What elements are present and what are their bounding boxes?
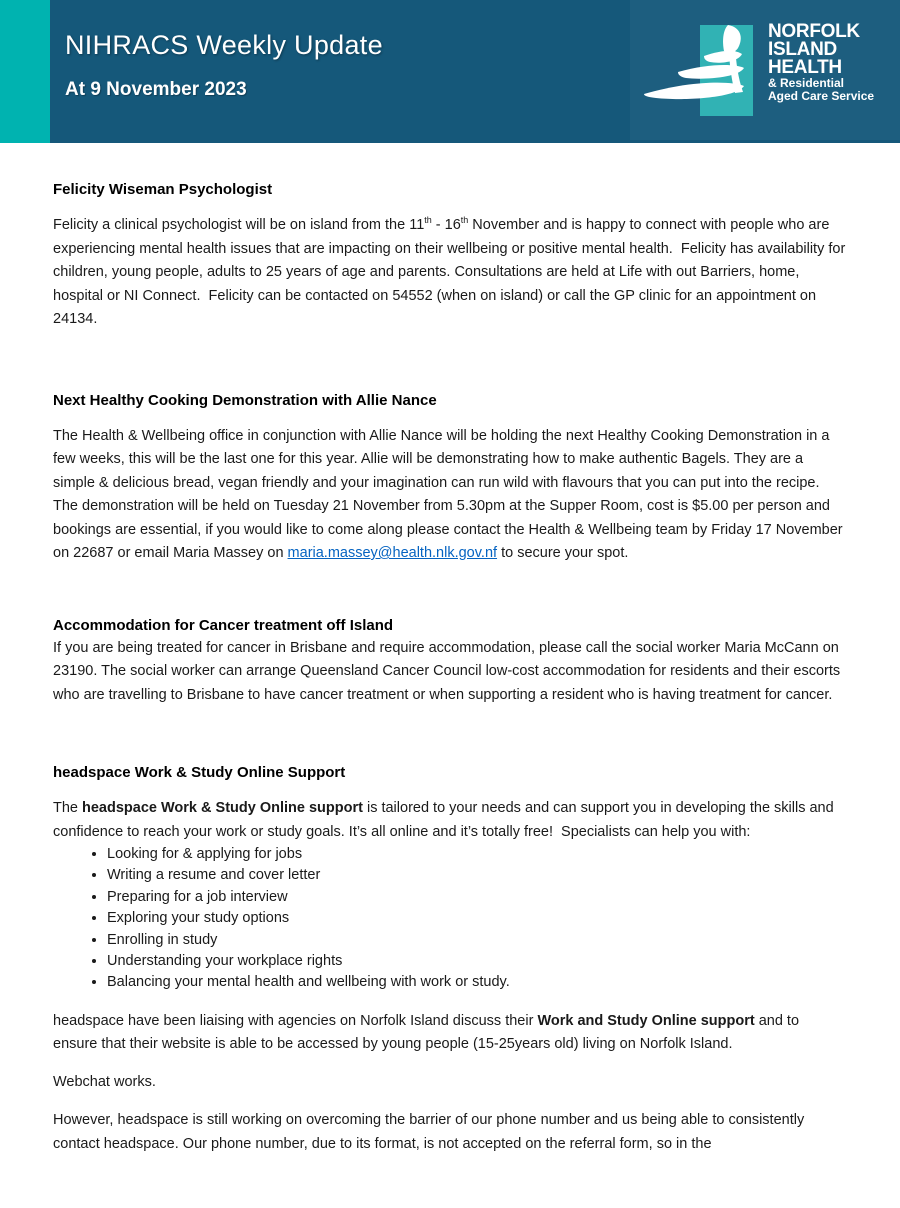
text-run: - 16: [431, 217, 461, 233]
ordinal-superscript: th: [424, 215, 432, 226]
text-run: The Health & Wellbeing office in conjunction with Allie Nance will be holding the next Healthy Cooking Demonstration in a few weeks, this will be the last one for this year. Allie will be demonstrating how to make authentic Bagels. They are a simple & delicious bread, vegan friendly and your imagination can run wild with flavours that you can put into the recipe. The demonstration will be held on Tuesday 21 November from 5.30pm at the Supper Room, cost is $5.00 per person and bookings are essential, if you would like to come along please contact the Health & Wellbeing team by Friday 17 November on 22687 or email Maria Massey on: [53, 427, 843, 561]
text-run: Work and Study Online support: [537, 1012, 755, 1029]
paragraph: [53, 1109, 847, 1156]
header-text-block: [65, 30, 383, 101]
paragraph: [53, 425, 847, 566]
text-run: and to ensure that their website is able to be accessed by young people (15-25years old) living on Norfolk Island.: [53, 1012, 800, 1053]
logo-line-aged-care: Aged Care Service: [768, 89, 875, 103]
newsletter-body: [0, 143, 900, 1156]
logo-wordmark: [768, 23, 874, 103]
list-item: • Exploring your study options: [107, 908, 847, 929]
email-link[interactable]: maria.massey@health.nlk.gov.nf: [287, 545, 498, 561]
text-run: is tailored to your needs and can support you in developing the skills and confidence to reach your work or study goals. It’s all online and it’s totally free! Specialists can help you with:: [53, 800, 834, 840]
ordinal-superscript: th: [460, 215, 469, 226]
text-run: November and is happy to connect with people who are experiencing mental health issues that are impacting on their wellbeing or positive mental health. Felicity has availability for children, young people, adults to 25 years of age and parents. Consultations are held at Life with out Barriers, home, hospital or NI Connect. Felicity can be contacted on 54552 (when on island) or call the GP clinic for an appointment on 24134.: [53, 217, 846, 327]
section-cooking-demonstration: [53, 389, 847, 566]
section-heading: Accommodation for Cancer treatment off Island: [53, 616, 394, 634]
logo-line-health: HEALTH: [768, 57, 842, 78]
paragraph: [53, 1071, 847, 1095]
text-run: If you are being treated for cancer in Brisbane and require accommodation, please call the social worker Maria McCann on 23190. The social worker can arrange Queensland Cancer Council low-cost accommodation for residents and their escorts who are travelling to Brisbane to have cancer treatment or when supporting a resident who is having treatment for cancer.: [53, 639, 841, 703]
norfolk-island-health-logo: [630, 0, 900, 140]
list-item: • Writing a resume and cover letter: [107, 865, 847, 886]
text-run: headspace Work & Study Online support: [82, 800, 363, 816]
text-run: to secure your spot.: [497, 545, 629, 561]
paragraph: [53, 797, 847, 844]
newsletter-header: [0, 0, 900, 143]
logo-line-norfolk: NORFOLK: [768, 21, 860, 42]
section-heading: Felicity Wiseman Psychologist: [53, 181, 273, 198]
text-run: Felicity a clinical psychologist will be on island from the 11: [53, 217, 425, 233]
text-run: Webchat works.: [53, 1073, 156, 1090]
paragraph: [53, 637, 847, 708]
list-item: • Enrolling in study: [107, 930, 847, 951]
text-run: The: [53, 800, 83, 816]
section-heading: headspace Work & Study Online Support: [53, 764, 346, 781]
logo-line-residential: & Residential: [768, 76, 845, 90]
list-item: • Looking for & applying for jobs: [107, 844, 847, 865]
section-heading: Next Healthy Cooking Demonstration with Allie Nance: [53, 391, 437, 409]
list-item: • Preparing for a job interview: [107, 887, 847, 908]
paragraph: [53, 1010, 847, 1057]
logo-line-island: ISLAND: [768, 39, 837, 60]
section-headspace-support: [53, 761, 847, 1156]
newsletter-title: NIHRACS Weekly Update: [65, 30, 383, 60]
support-topics-list: [53, 844, 847, 994]
teal-accent-stripe: [0, 0, 50, 143]
text-run: headspace have been liaising with agencies on Norfolk Island discuss their: [53, 1012, 538, 1029]
paragraph: [53, 214, 847, 332]
section-felicity-wiseman: [53, 178, 847, 332]
list-item: • Balancing your mental health and wellbeing with work or study.: [107, 972, 847, 993]
text-run: However, headspace is still working on overcoming the barrier of our phone number and us being able to consistently contact headspace. Our phone number, due to its format, is not accepted on the referral form, so in the: [53, 1112, 805, 1152]
newsletter-date: At 9 November 2023: [65, 79, 247, 100]
section-cancer-accommodation: [53, 614, 847, 708]
list-item: • Understanding your workplace rights: [107, 951, 847, 972]
pine-tree-icon: [638, 20, 768, 124]
